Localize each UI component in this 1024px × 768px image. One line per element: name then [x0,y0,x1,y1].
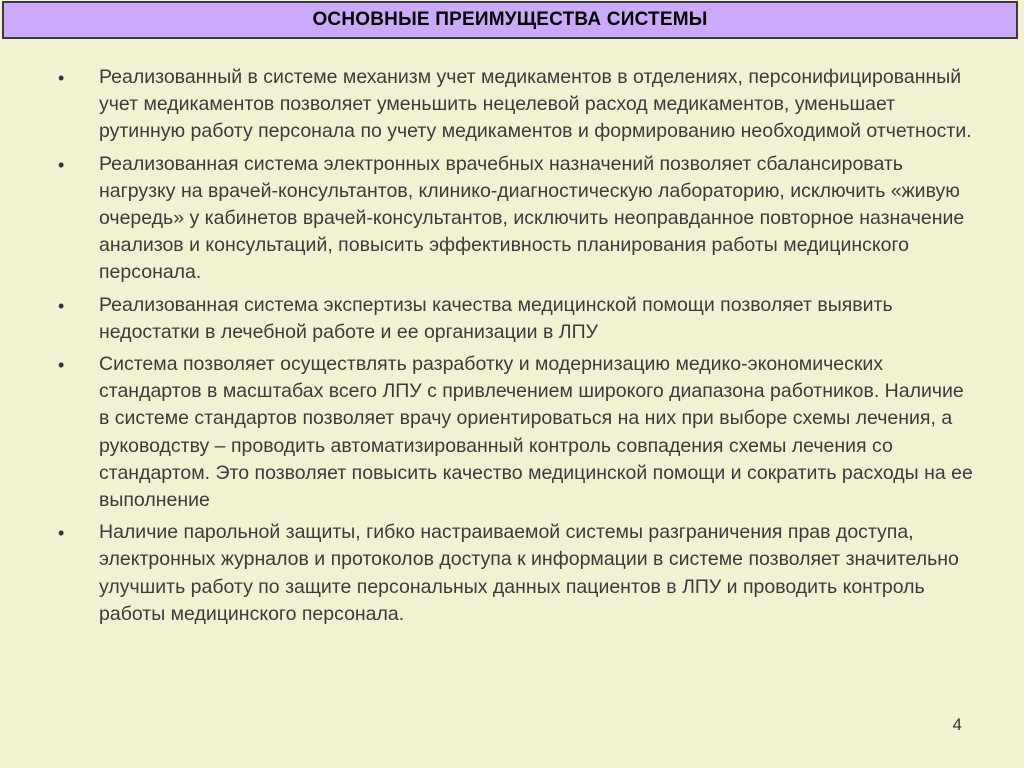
slide-title: ОСНОВНЫЕ ПРЕИМУЩЕСТВА СИСТЕМЫ [312,9,708,30]
page-number: 4 [952,715,962,734]
bullet-list [0,64,1024,633]
list-item [0,292,1024,346]
bullet-text: Реализованная система экспертизы качества медицинской помощи позволяет выявить недостатки в лечебной работе и ее организации в ЛПУ [99,293,893,343]
bullet-icon: • [58,355,65,376]
bullet-text: Реализованный в системе механизм учет медикаментов в отделениях, персонифицированный учет медикаментов позволяет уменьшить нецелевой расход медикаментов, уменьшает рутинную работу персонала по учету медикаментов и формированию необходимой отчетности. [99,66,972,143]
list-item [0,351,1024,514]
bullet-icon: • [58,295,65,316]
title-bar [2,1,1018,39]
list-item [0,519,1024,628]
list-item [0,151,1024,287]
bullet-icon: • [58,68,65,88]
bullet-text: Система позволяет осуществлять разработку и модернизацию медико-экономических стандартов в масштабах всего ЛПУ с привлечением широкого диапазона работников. Наличие в системе стандартов позволяет врачу ориентироваться на них при выборе схемы лечения, а руководству – проводить автоматизированный контроль совпадения схемы лечения со стандартом. Это позволяет повысить качество медицинской помощи и сократить расходы на ее выполнение [99,353,973,512]
bullet-icon: • [58,154,65,175]
list-item [0,64,1024,146]
bullet-text: Реализованная система электронных врачебных назначений позволяет сбалансировать нагрузку на врачей-консультантов, клинико-диагностическую лабораторию, исключить «живую очередь» у кабинетов врачей-консультантов, исключить неоправданное повторное назначение анализов и консультаций, повысить эффективность планирования работы медицинского персонала. [99,152,965,284]
bullet-text: Наличие парольной защиты, гибко настраиваемой системы разграничения прав доступа, электронных журналов и протоколов доступа к информации в системе позволяет значительно улучшить работу по защите персональных данных пациентов в ЛПУ и проводить контроль работы медицинского персонала. [99,521,959,625]
bullet-icon: • [58,523,65,544]
